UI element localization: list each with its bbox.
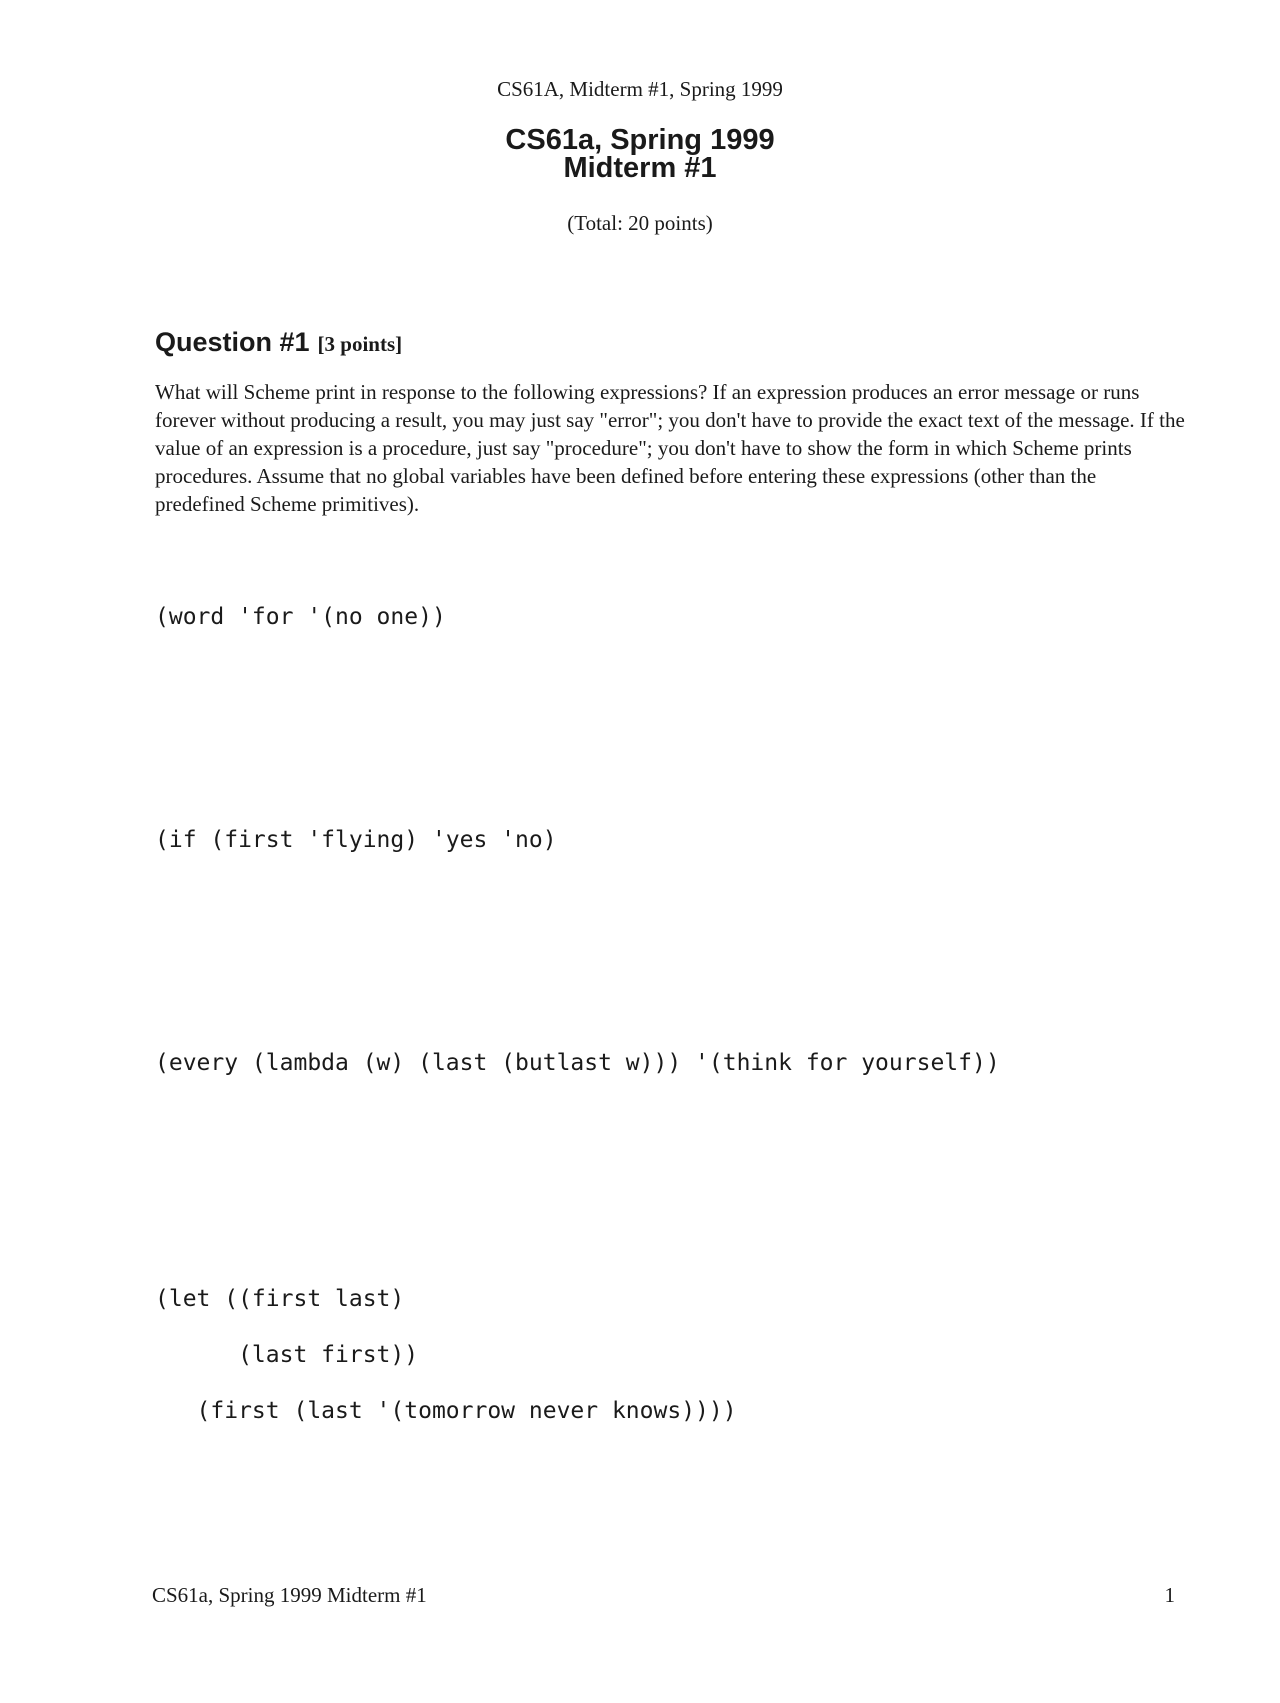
total-points: (Total: 20 points) xyxy=(567,211,713,235)
expression-4-line-1: (let ((first last) xyxy=(155,1286,405,1312)
expression-4-line-3: (first (last '(tomorrow never knows)))) xyxy=(155,1398,737,1424)
question-1-title: Question #1 xyxy=(155,327,310,357)
question-1-instructions: What will Scheme print in response to the following expressions? If an expression produces an error message or runs forever without producing a result, you may just say "error"; you don't have to provide the exact text of the message. If the value of an expression is a procedure, just say "procedure"; you don't have to show the form in which Scheme prints procedures. Assume that no global variables have been defined before entering these expressions (other than the predefined Scheme primitives). xyxy=(155,380,1185,516)
page-title xyxy=(0,126,1280,182)
expression-2 xyxy=(155,825,557,855)
page-title-line-1: CS61a, Spring 1999 xyxy=(505,124,775,156)
question-1-heading xyxy=(155,325,402,364)
page-number: 1 xyxy=(1164,1583,1175,1607)
expression-4-line-2: (last first)) xyxy=(155,1342,419,1368)
question-1-points: [3 points] xyxy=(317,332,403,356)
running-header: CS61A, Midterm #1, Spring 1999 xyxy=(497,77,783,101)
expression-2-line-1: (if (first 'flying) 'yes 'no) xyxy=(155,827,557,853)
footer-title: CS61a, Spring 1999 Midterm #1 xyxy=(152,1583,427,1607)
expression-1 xyxy=(155,602,446,632)
expression-1-line-1: (word 'for '(no one)) xyxy=(155,604,446,630)
expression-3-line-1: (every (lambda (w) (last (butlast w))) '(think for yourself)) xyxy=(155,1050,1000,1076)
page-title-line-2: Midterm #1 xyxy=(563,152,717,184)
expression-4 xyxy=(155,1271,737,1439)
expression-3 xyxy=(155,1048,1000,1078)
